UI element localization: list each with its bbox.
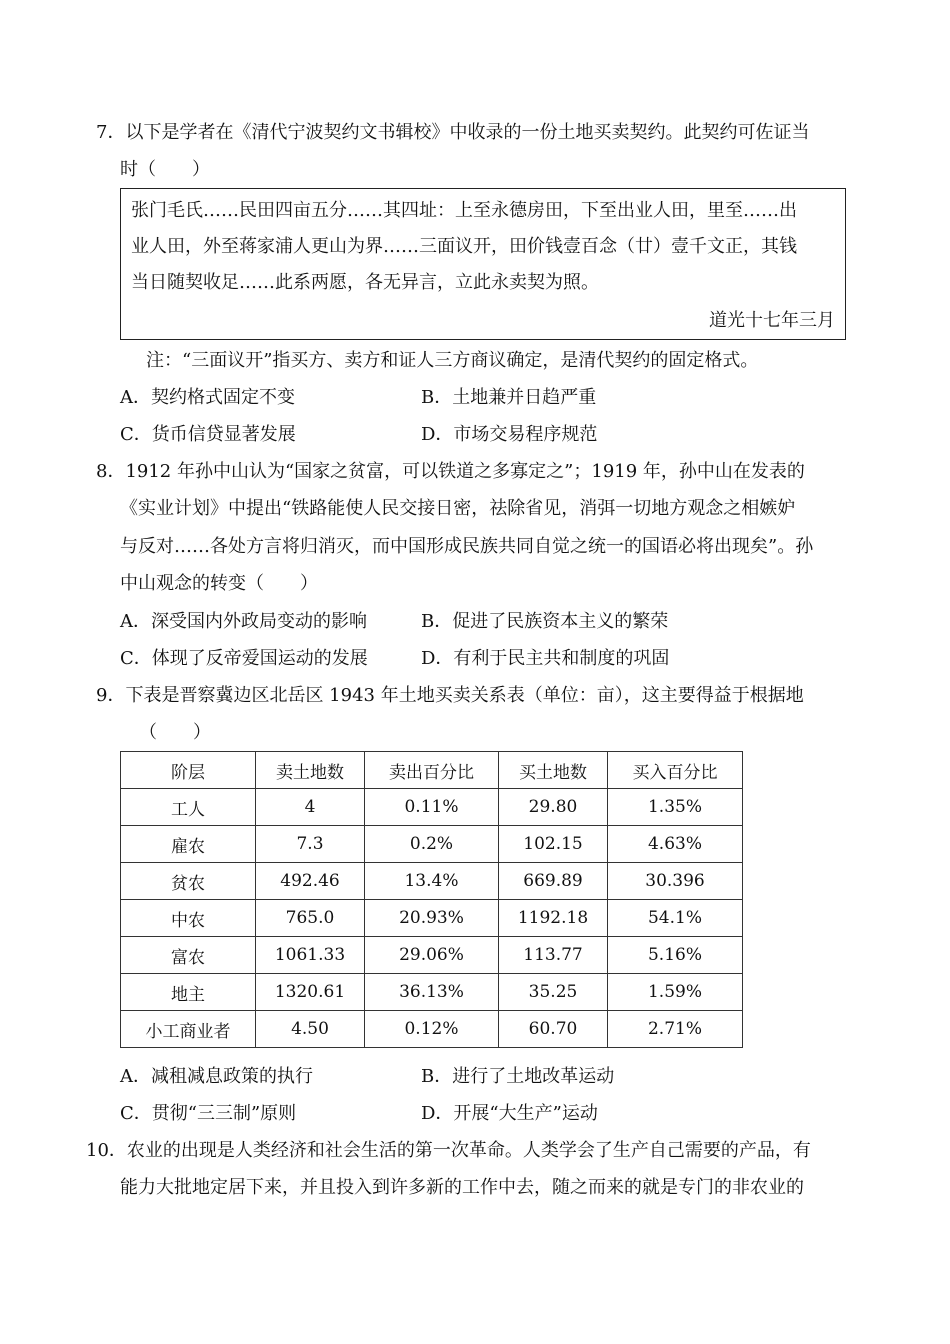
q7-note: 注：“三面议开”指买方、卖方和证人三方商议确定，是清代契约的固定格式。 (146, 350, 759, 371)
q7-option-b[interactable]: B．土地兼并日趋严重 (421, 387, 597, 408)
table-row (121, 863, 743, 900)
table-cell: 0.2% (365, 826, 499, 863)
table-cell: 36.13% (365, 974, 499, 1011)
q8-option-b[interactable]: B．促进了民族资本主义的繁荣 (421, 611, 669, 632)
land-transaction-table (120, 751, 743, 1048)
table-header-cell: 卖出百分比 (365, 752, 499, 789)
q9-option-d[interactable]: D．开展“大生产”运动 (421, 1103, 598, 1124)
q9-option-a[interactable]: A．减租减息政策的执行 (120, 1066, 313, 1087)
table-cell: 30.396 (608, 863, 743, 900)
q8-option-d[interactable]: D．有利于民主共和制度的巩固 (421, 648, 670, 669)
table-cell: 工人 (121, 789, 256, 826)
table-cell: 贫农 (121, 863, 256, 900)
q7-option-d[interactable]: D．市场交易程序规范 (421, 424, 598, 445)
table-cell: 29.06% (365, 937, 499, 974)
q8-stem-line-4: 中山观念的转变（ ） (120, 573, 318, 594)
q7-stem-line-2: 时（ ） (120, 159, 210, 180)
table-header-cell: 买入百分比 (608, 752, 743, 789)
table-cell: 4 (256, 789, 365, 826)
table-cell: 13.4% (365, 863, 499, 900)
table-cell: 0.11% (365, 789, 499, 826)
q7-stem-line-1: 7．以下是学者在《清代宁波契约文书辑校》中收录的一份土地买卖契约。此契约可佐证当 (96, 122, 810, 143)
table-cell: 669.89 (499, 863, 608, 900)
table-header-cell: 阶层 (121, 752, 256, 789)
table-row (121, 974, 743, 1011)
contract-date: 道光十七年三月 (709, 310, 835, 331)
q9-stem-line-1: 9．下表是晋察冀边区北岳区 1943 年土地买卖关系表（单位：亩），这主要得益于根据地 (96, 685, 804, 706)
q8-stem-line-3: 与反对……各处方言将归消灭，而中国形成民族共同自觉之统一的国语必将出现矣”。孙 (120, 536, 814, 557)
table-cell: 113.77 (499, 937, 608, 974)
table-cell: 102.15 (499, 826, 608, 863)
q7-option-c[interactable]: C．货币信贷显著发展 (120, 424, 296, 445)
contract-line-2: 业人田，外至蒋家浦人更山为界……三面议开，田价钱壹百念（廿）壹千文正，其钱 (131, 236, 797, 257)
table-cell: 2.71% (608, 1011, 743, 1048)
table-cell: 中农 (121, 900, 256, 937)
table-cell: 4.50 (256, 1011, 365, 1048)
table-cell: 20.93% (365, 900, 499, 937)
q7-option-a[interactable]: A．契约格式固定不变 (120, 387, 295, 408)
table-cell: 1192.18 (499, 900, 608, 937)
q8-stem-line-1: 8．1912 年孙中山认为“国家之贫富，可以铁道之多寡定之”；1919 年，孙中山在发表的 (96, 461, 805, 482)
table-cell: 7.3 (256, 826, 365, 863)
contract-line-1: 张门毛氏……民田四亩五分……其四址：上至永德房田，下至出业人田，里至……出 (131, 200, 797, 221)
table-row (121, 900, 743, 937)
q10-stem-line-2: 能力大批地定居下来，并且投入到许多新的工作中去，随之而来的就是专门的非农业的 (120, 1177, 804, 1198)
q10-stem-line-1: 10．农业的出现是人类经济和社会生活的第一次革命。人类学会了生产自己需要的产品，有 (86, 1140, 811, 1161)
table-cell: 492.46 (256, 863, 365, 900)
table-cell: 5.16% (608, 937, 743, 974)
table-cell: 小工商业者 (121, 1011, 256, 1048)
table-cell: 1.59% (608, 974, 743, 1011)
contract-line-3: 当日随契收足……此系两愿，各无异言，立此永卖契为照。 (131, 272, 599, 293)
contract-quote-box (120, 188, 846, 340)
table-cell: 765.0 (256, 900, 365, 937)
table-cell: 0.12% (365, 1011, 499, 1048)
q8-stem-line-2: 《实业计划》中提出“铁路能使人民交接日密，祛除省见，消弭一切地方观念之相嫉妒 (120, 498, 796, 519)
q9-option-c[interactable]: C．贯彻“三三制”原则 (120, 1103, 297, 1124)
table-row (121, 1011, 743, 1048)
table-cell: 富农 (121, 937, 256, 974)
table-header-cell: 买土地数 (499, 752, 608, 789)
q9-stem-line-2: （ ） (139, 722, 211, 743)
table-cell: 雇农 (121, 826, 256, 863)
q9-option-b[interactable]: B．进行了土地改革运动 (421, 1066, 615, 1087)
table-cell: 1061.33 (256, 937, 365, 974)
table-row (121, 826, 743, 863)
table-cell: 54.1% (608, 900, 743, 937)
table-cell: 35.25 (499, 974, 608, 1011)
table-cell: 1.35% (608, 789, 743, 826)
table-row (121, 789, 743, 826)
q8-option-a[interactable]: A．深受国内外政局变动的影响 (120, 611, 367, 632)
table-cell: 60.70 (499, 1011, 608, 1048)
q8-option-c[interactable]: C．体现了反帝爱国运动的发展 (120, 648, 368, 669)
table-row (121, 937, 743, 974)
table-cell: 1320.61 (256, 974, 365, 1011)
table-cell: 4.63% (608, 826, 743, 863)
table-header-row (121, 752, 743, 789)
table-cell: 地主 (121, 974, 256, 1011)
table-cell: 29.80 (499, 789, 608, 826)
table-header-cell: 卖土地数 (256, 752, 365, 789)
